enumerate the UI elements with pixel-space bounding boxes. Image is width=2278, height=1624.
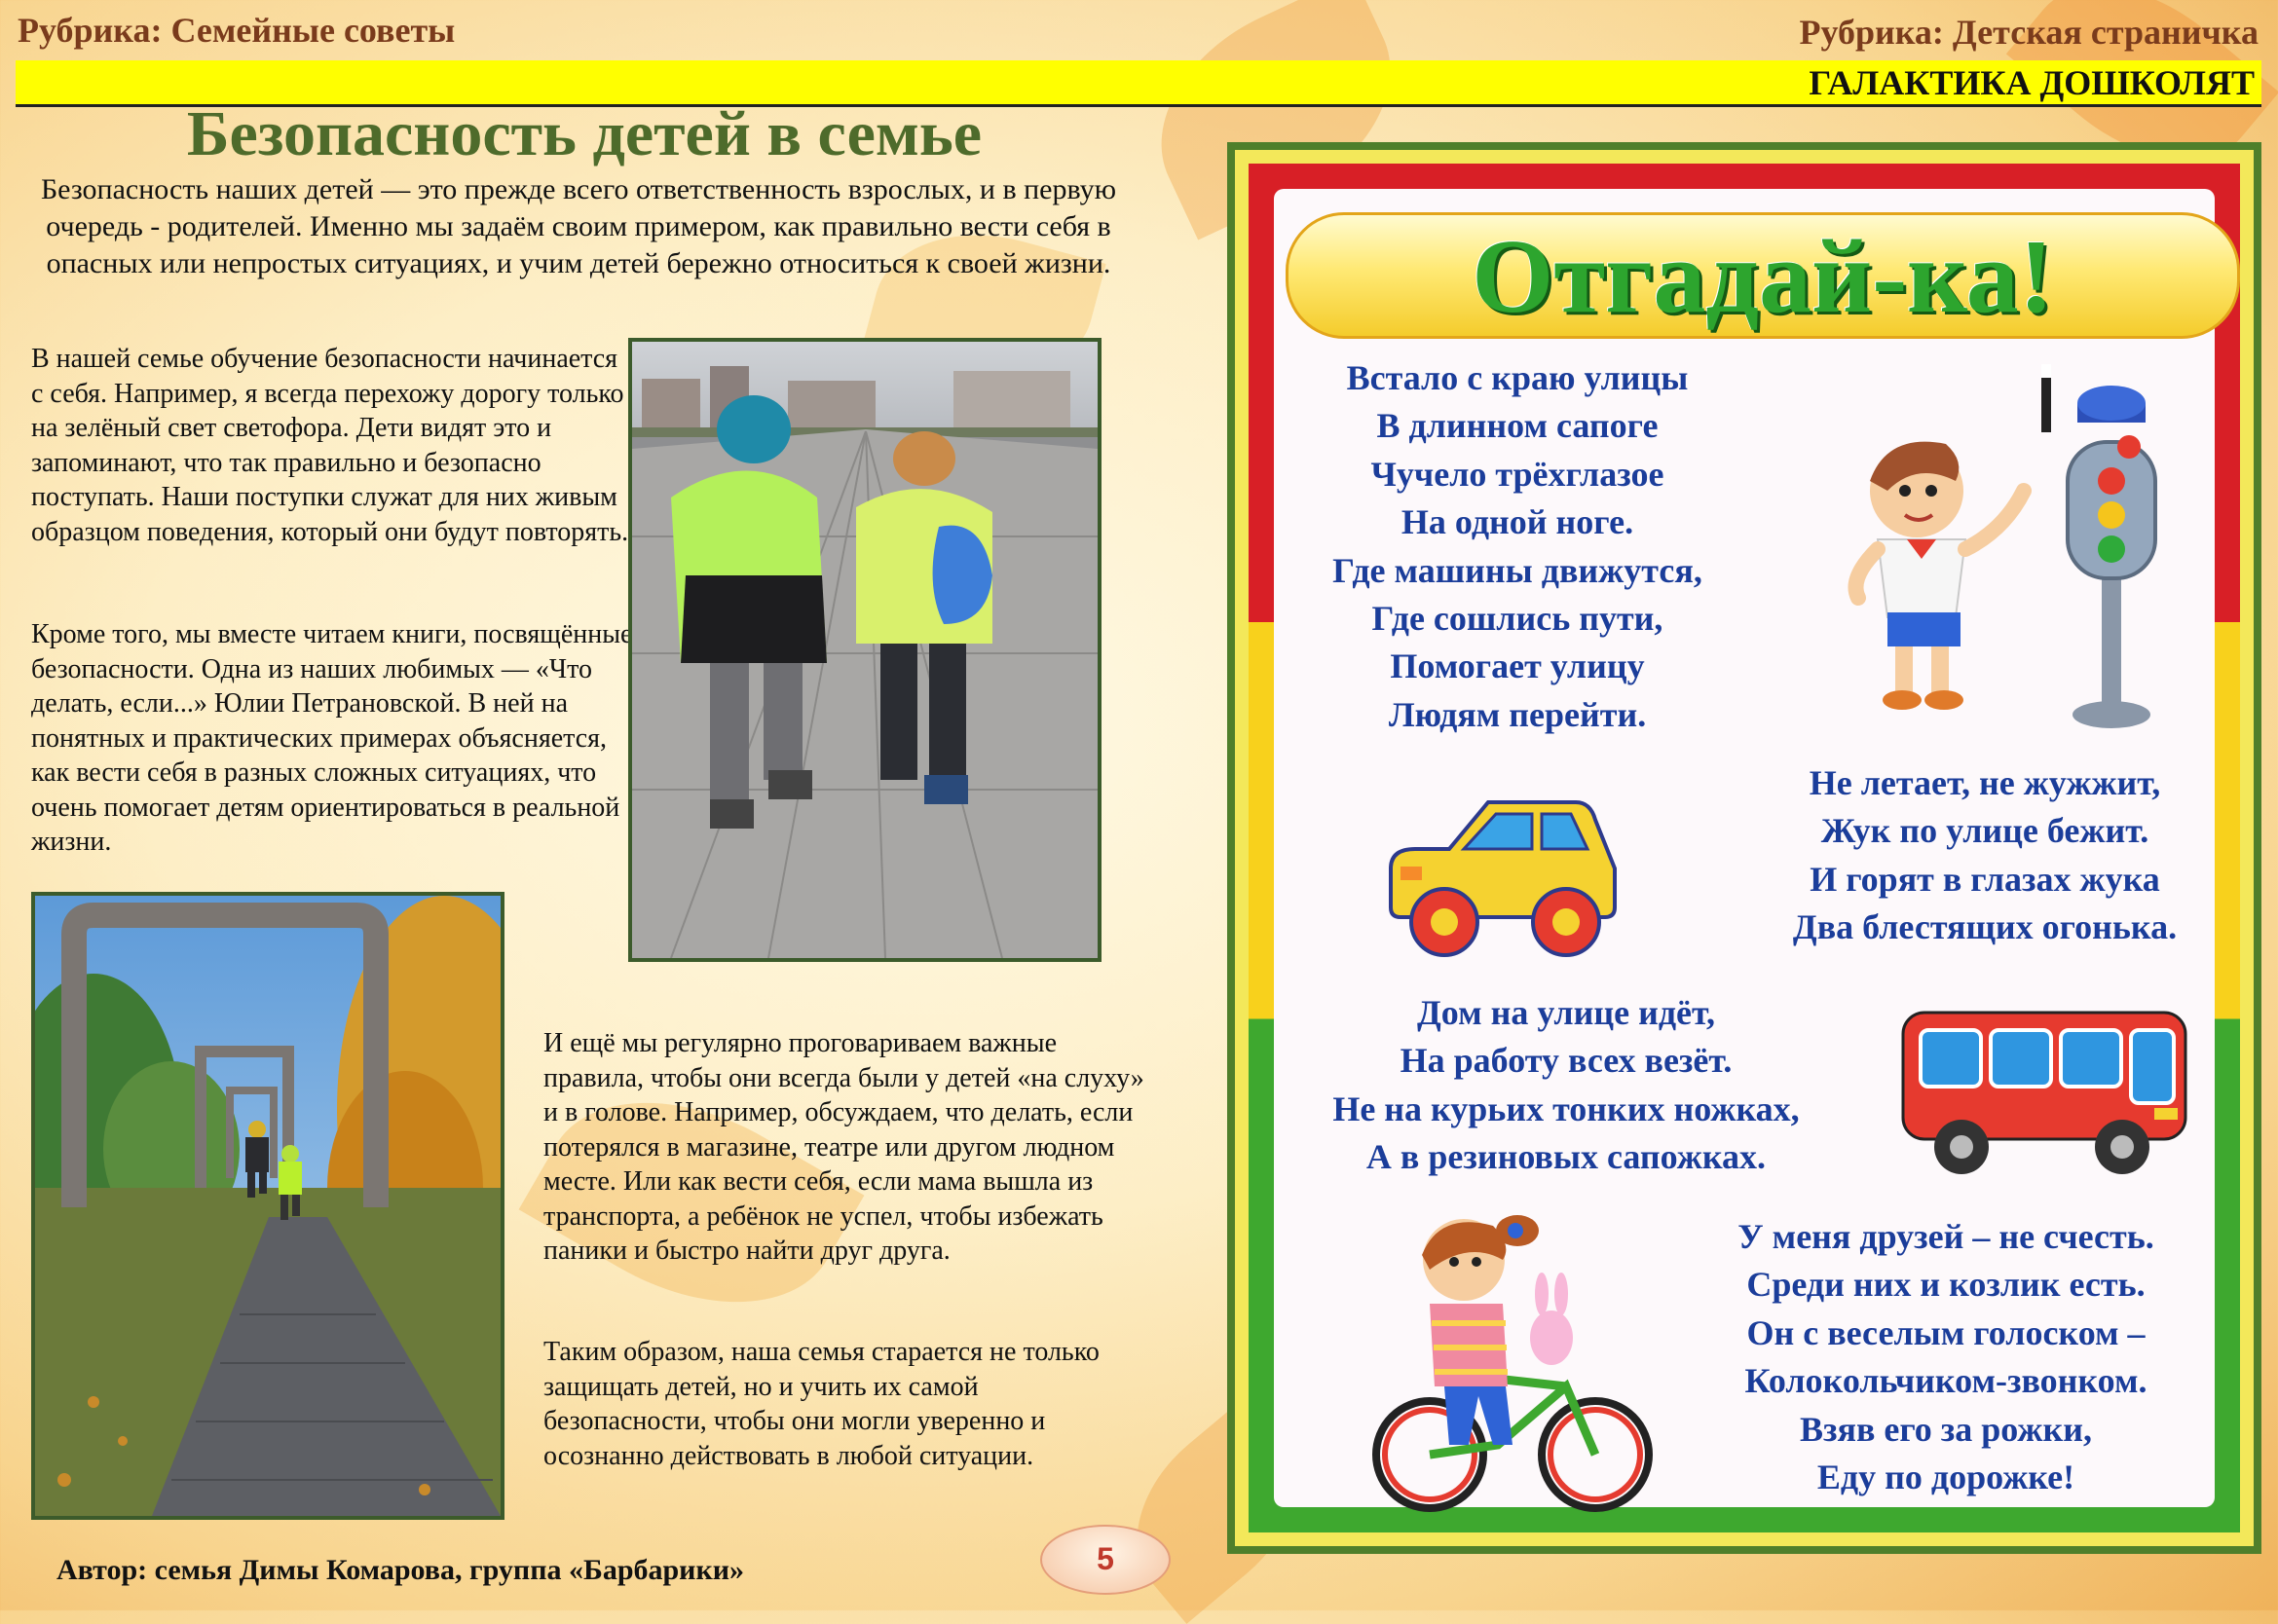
riddle-line: Еду по дорожке! bbox=[1816, 1458, 2075, 1497]
article-paragraph: Кроме того, мы вместе читаем книги, посвящённые безопасности. Одна из наших любимых — «Что делать, если...» Юлии Петрановской. В ней на понятных и практических примерах объясняется, как вести себя в разных сложных ситуациях, что очень помогает детям ориентироваться в реальной жизни. bbox=[31, 619, 633, 857]
riddle-line: На работу всех везёт. bbox=[1400, 1041, 1733, 1081]
traffic-light-frame bbox=[1249, 164, 2240, 1532]
rubric-right: Рубрика: Детская страничка bbox=[1799, 13, 2259, 52]
riddle-line: Людям перейти. bbox=[1388, 694, 1647, 734]
riddle-line: Где машины движутся, bbox=[1332, 550, 1702, 590]
article-title: Безопасность детей в семье bbox=[186, 98, 983, 169]
riddle-line: Не летает, не жужжит, bbox=[1809, 763, 2161, 802]
article-paragraph: И ещё мы регулярно проговариваем важные правила, чтобы они всегда были у детей «на слуху» и в голове. Например, обсуждаем, что делать, если потерялся в магазине, театре или другом людном месте. Или как вести себя, если мама вышла из транспорта, а ребёнок не успел, чтобы избежать паники и быстро найти друг друга. bbox=[543, 1028, 1144, 1266]
riddle-line: Встало с краю улицы bbox=[1346, 358, 1689, 397]
bus-illustration bbox=[1893, 1003, 2205, 1188]
poster-content bbox=[1274, 189, 2215, 1507]
riddle-line: В длинном сапоге bbox=[1376, 406, 1659, 446]
page-number: 5 bbox=[1040, 1525, 1171, 1595]
riddle-line: Колокольчиком-звонком. bbox=[1744, 1361, 2147, 1401]
traffic-light-boy-illustration bbox=[1819, 364, 2209, 754]
riddle-line: Дом на улице идёт, bbox=[1416, 993, 1716, 1032]
section-title: ГАЛАКТИКА ДОШКОЛЯТ bbox=[1809, 63, 2255, 102]
riddle-line: Среди них и козлик есть. bbox=[1746, 1265, 2146, 1305]
riddle-traffic-light bbox=[1274, 354, 1761, 739]
riddle-line: Чучело трёхглазое bbox=[1370, 454, 1664, 494]
riddle-line: Где сошлись пути, bbox=[1371, 599, 1663, 639]
riddle-line: А в резиновых сапожках. bbox=[1365, 1137, 1767, 1177]
riddle-line: На одной ноге. bbox=[1400, 502, 1634, 542]
article-paragraph: Таким образом, наша семья старается не только защищать детей, но и учить их самой безопасности, чтобы они могли уверенно и осознанно действовать в любой ситуации. bbox=[543, 1337, 1100, 1471]
riddle-line: Два блестящих огонька. bbox=[1792, 907, 2178, 947]
photo-children-autumn-park bbox=[31, 892, 504, 1520]
poster-border bbox=[1235, 150, 2254, 1546]
poster-banner bbox=[1286, 212, 2240, 339]
author-credit: Автор: семья Димы Комарова, группа «Барбарики» bbox=[56, 1554, 745, 1586]
rubric-left: Рубрика: Семейные советы bbox=[18, 11, 456, 50]
car-illustration bbox=[1371, 791, 1634, 966]
photo-children-walking-street bbox=[628, 338, 1102, 962]
riddle-poster bbox=[1227, 142, 2261, 1554]
riddle-line: Взяв его за рожки, bbox=[1799, 1409, 2092, 1449]
girl-bicycle-illustration bbox=[1371, 1201, 1663, 1523]
riddle-bicycle bbox=[1663, 1213, 2228, 1501]
article-paragraph: В нашей семье обучение безопасности начинается с себя. Например, я всегда перехожу дорогу только на зелёный свет светофора. Дети видят это и запоминают, что так правильно и безопасно поступать. Наши поступки служат для них живым образцом поведения, который они будут повторять. bbox=[31, 344, 629, 547]
riddle-line: Он с веселым голоском – bbox=[1746, 1312, 2146, 1352]
riddle-line: Жук по улице бежит. bbox=[1820, 811, 2149, 851]
riddle-line: У меня друзей – не счесть. bbox=[1737, 1217, 2154, 1256]
riddle-line: И горят в глазах жука bbox=[1810, 859, 2160, 899]
poster-title: Отгадай-ка! bbox=[1472, 219, 2054, 335]
riddle-bus bbox=[1274, 989, 1858, 1182]
riddle-line: Помогает улицу bbox=[1390, 646, 1645, 686]
article-intro: Безопасность наших детей — это прежде всего ответственность взрослых, и в первую очередь - родителей. Именно мы задаём своим примером, как правильно вести себя в опасных или непростых ситуациях, и учим детей бережно относиться к своей жизни. bbox=[40, 173, 1117, 279]
riddle-car bbox=[1722, 759, 2240, 952]
riddle-line: Не на курьих тонких ножках, bbox=[1332, 1089, 1800, 1128]
